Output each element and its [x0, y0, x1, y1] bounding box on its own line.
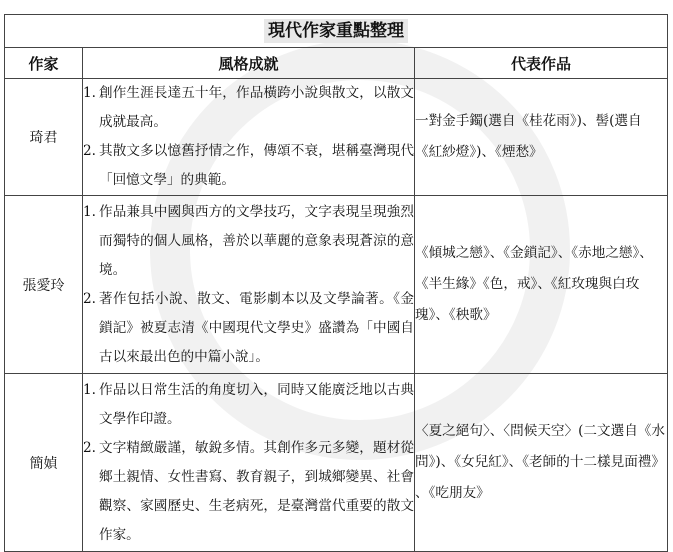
style-point	[83, 79, 414, 137]
style-points	[83, 198, 414, 372]
author-name: 簡媜	[5, 374, 83, 552]
style-point	[83, 137, 414, 195]
style-cell	[83, 196, 415, 374]
style-point	[83, 198, 414, 285]
header-row	[5, 48, 668, 79]
style-point	[83, 285, 414, 372]
point-number: 2.	[83, 290, 96, 307]
point-text: 作品兼具中國與西方的文學技巧，文字表現呈現強烈而獨特的個人風格，善於以華麗的意象表現蒼涼的意境。	[99, 203, 414, 278]
author-name: 琦君	[5, 79, 83, 196]
style-point	[83, 434, 414, 550]
summary-table	[4, 14, 668, 552]
style-points	[83, 79, 414, 195]
title-row	[5, 15, 668, 48]
header-works: 代表作品	[415, 48, 668, 79]
point-number: 1.	[83, 203, 96, 220]
style-points	[83, 376, 414, 550]
table-title: 現代作家重點整理	[264, 19, 408, 43]
point-text: 創作生涯長達五十年，作品橫跨小說與散文，以散文成就最高。	[99, 85, 414, 130]
point-number: 1.	[83, 85, 96, 101]
point-number: 2.	[83, 143, 96, 159]
point-text: 其散文多以憶舊抒情之作，傳頌不衰，堪稱臺灣現代「回憶文學」的典範。	[99, 143, 414, 188]
header-author: 作家	[5, 48, 83, 79]
header-style: 風格成就	[83, 48, 415, 79]
style-cell	[83, 79, 415, 196]
point-text: 作品以日常生活的角度切入，同時又能廣泛地以古典文學作印證。	[99, 381, 414, 427]
point-number: 2.	[83, 439, 96, 456]
table-row	[5, 196, 668, 374]
author-name: 張愛玲	[5, 196, 83, 374]
table-row	[5, 374, 668, 552]
works-text: 一對金手鐲(選自《桂花雨》)、髻(選自《紅紗燈》)、《煙愁》	[415, 79, 668, 196]
works-text: 《傾城之戀》、《金鎖記》、《赤地之戀》、《半生緣》《色，戒》、《紅玫瑰與白玫瑰》、《秧歌》	[415, 196, 668, 374]
point-text: 文字精緻嚴謹，敏銳多情。其創作多元多變，題材從鄉土親情、女性書寫、教育親子，到城鄉變異、社會觀察、家國歷史、生老病死，是臺灣當代重要的散文作家。	[99, 439, 414, 543]
table-row	[5, 79, 668, 196]
style-point	[83, 376, 414, 434]
works-text: 〈夏之絕句〉、〈問候天空〉(二文選自《水問》)、《女兒紅》、《老師的十二樣見面禮》 、《吃朋友》	[415, 374, 668, 552]
point-text: 著作包括小說、散文、電影劇本以及文學論著。《金鎖記》被夏志清《中國現代文學史》盛讚為「中國自古以來最出色的中篇小說」。	[99, 290, 414, 365]
style-cell	[83, 374, 415, 552]
title-cell	[5, 15, 668, 48]
point-number: 1.	[83, 381, 96, 398]
